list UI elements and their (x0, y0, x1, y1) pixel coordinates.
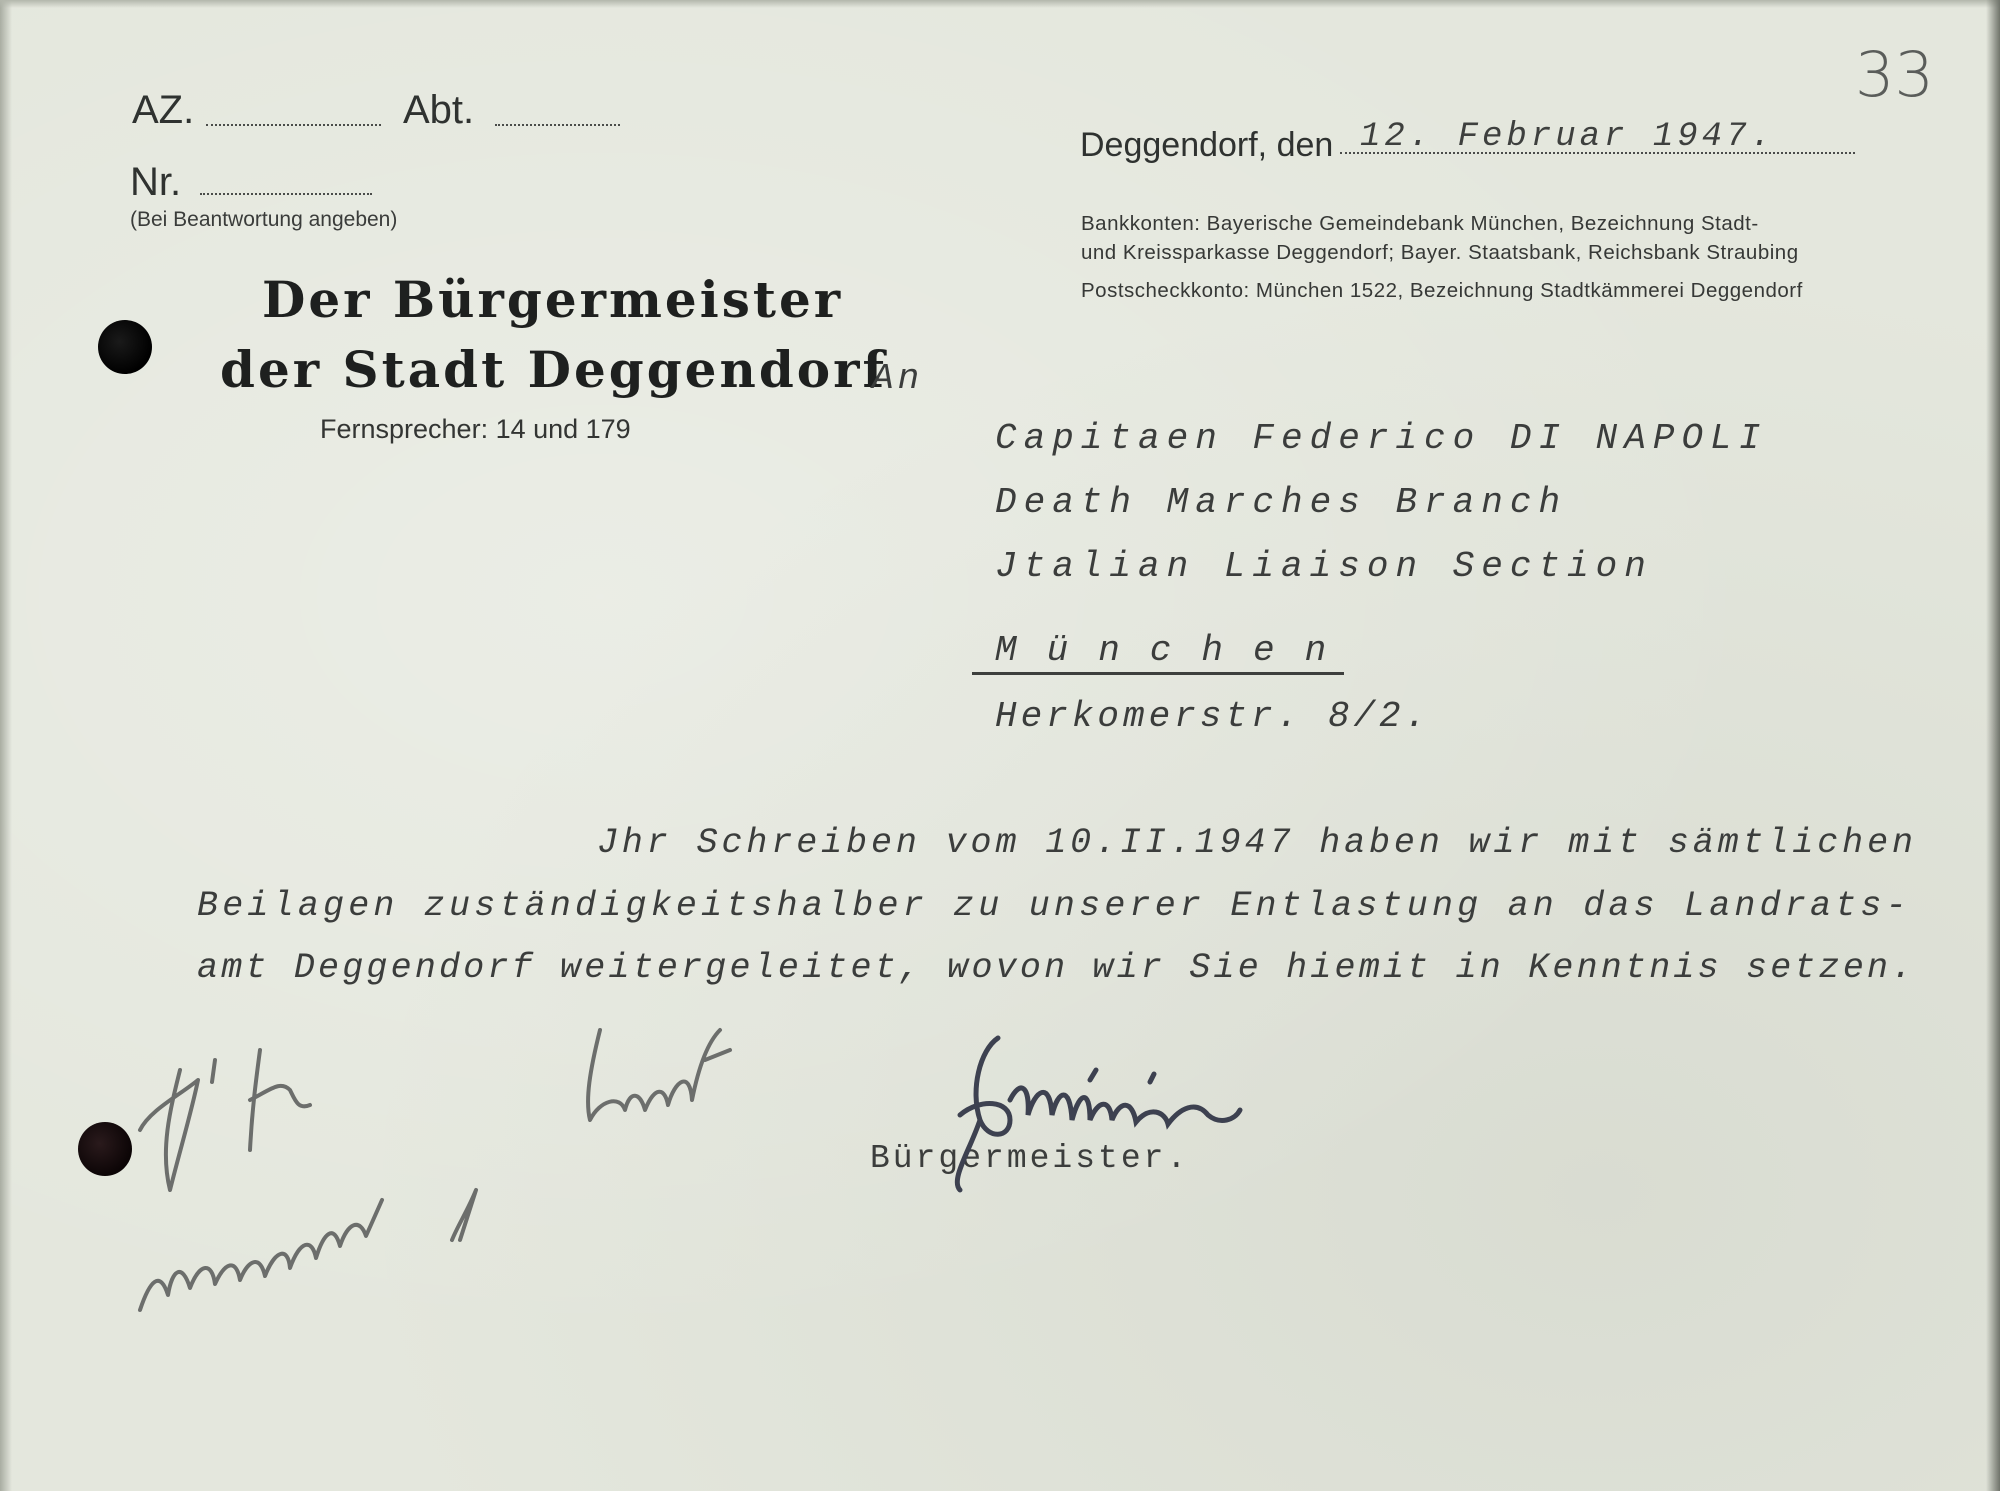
letter-date: 12. Februar 1947. (1360, 118, 1775, 156)
recipient-line2: Death Marches Branch (995, 482, 1568, 523)
recipient-prefix: An (872, 358, 924, 399)
az-dotted-line (206, 124, 381, 126)
body-line1: Jhr Schreiben vom 10.II.1947 haben wir mit sämtlichen (597, 823, 1917, 863)
sender-title-line1: Der Bürgermeister (262, 270, 844, 329)
scan-edge-left (0, 0, 12, 1491)
abt-dotted-line (495, 124, 620, 126)
bank-info-line1: Bankkonten: Bayerische Gemeindebank München, Bezeichnung Stadt- (1081, 212, 1759, 235)
punch-hole-top (98, 320, 152, 374)
city-underline (972, 672, 1344, 675)
sender-title-line2: der Stadt Deggendorf (220, 340, 888, 399)
pencil-annotation (120, 1000, 800, 1330)
recipient-city: München (995, 630, 1357, 671)
abt-label: Abt. (403, 88, 475, 132)
signature-scribble (940, 1020, 1280, 1200)
closing-title: Bürgermeister. (870, 1140, 1190, 1177)
page-number: 33 (1855, 38, 1934, 111)
bank-info-line2: und Kreissparkasse Deggendorf; Bayer. Staatsbank, Reichsbank Straubing (1081, 241, 1799, 264)
recipient-line3: Jtalian Liaison Section (995, 546, 1653, 587)
scan-edge-right (1986, 0, 2000, 1491)
nr-dotted-line (200, 193, 372, 195)
bank-info-line3: Postscheckkonto: München 1522, Bezeichnung Stadtkämmerei Deggendorf (1081, 279, 1803, 302)
reply-hint: (Bei Beantwortung angeben) (130, 208, 398, 231)
body-line2: Beilagen zuständigkeitshalber zu unserer Entlastung an das Landrats- (197, 886, 1911, 926)
recipient-line1: Capitaen Federico DI NAPOLI (995, 418, 1768, 459)
scan-edge-top (0, 0, 2000, 8)
place-date-label: Deggendorf, den (1080, 126, 1334, 164)
az-label: AZ. (132, 88, 195, 132)
phone-numbers: Fernsprecher: 14 und 179 (320, 414, 631, 444)
recipient-street: Herkomerstr. 8/2. (995, 696, 1431, 737)
nr-label: Nr. (130, 160, 182, 204)
body-line3: amt Deggendorf weitergeleitet, wovon wir Sie hiemit in Kenntnis setzen. (197, 948, 1916, 988)
